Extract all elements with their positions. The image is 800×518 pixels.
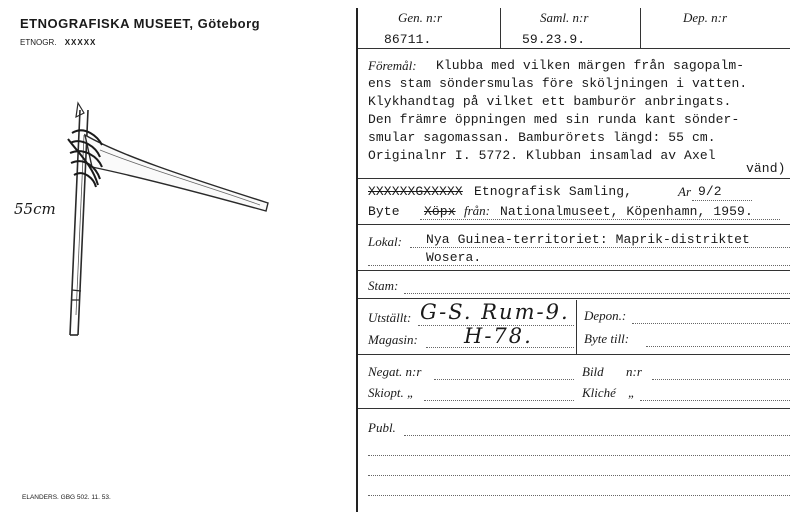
- bild-line: [652, 379, 790, 380]
- fork-handle: [85, 135, 268, 211]
- publ-line-3: [368, 475, 790, 476]
- museum-title: ETNOGRAFISKA MUSEET, Göteborg: [20, 16, 261, 31]
- foremal-line-5: smular sagomassan. Bamburörets längd: 55 cm.: [368, 130, 716, 145]
- publ-line-2: [368, 455, 790, 456]
- dep-nr-label: Dep. n:r: [683, 10, 728, 25]
- byte-till-label: Byte till:: [584, 331, 630, 346]
- publ-line-1: [404, 435, 790, 436]
- byte-crossed-source: XXXXXXGXXXXX: [368, 184, 463, 199]
- byte-source: Etnografisk Samling,: [474, 184, 633, 199]
- printer-imprint: ELANDERS. GBG 502. 11. 53.: [22, 494, 111, 501]
- lokal-line-2: Wosera.: [426, 250, 482, 265]
- card-divider: [356, 8, 358, 512]
- utstallt-value: G-S. Rum-9.: [420, 300, 570, 324]
- foremal-line-1: Klubba med vilken märgen från sagopalm-: [436, 58, 745, 73]
- bild-label: Bild: [582, 364, 604, 379]
- ar-value: 9/2: [698, 184, 722, 199]
- publ-label: Publ.: [368, 420, 396, 435]
- etnogr-label-text: ETNOGR.: [20, 38, 57, 47]
- gen-nr-value: 86711.: [384, 32, 432, 47]
- lokal-line-1: Nya Guinea-territoriet: Maprik-distriktet: [426, 232, 750, 247]
- byte-rule: [358, 224, 790, 225]
- header-rule: [358, 48, 790, 49]
- depon-line: [632, 323, 790, 324]
- size-annotation: 55cm: [14, 200, 56, 218]
- lokal-rule: [358, 270, 790, 271]
- kliche-label: Kliché: [582, 385, 616, 400]
- utstallt-label: Utställt:: [368, 310, 412, 325]
- magasin-label: Magasin:: [368, 332, 418, 347]
- skiopt-label: Skiopt. „: [368, 385, 415, 400]
- stam-line: [404, 293, 790, 294]
- publ-line-4: [368, 495, 790, 496]
- magasin-line: [426, 347, 574, 348]
- skiopt-line: [424, 400, 574, 401]
- negat-line: [434, 379, 574, 380]
- kliche-line: [640, 400, 790, 401]
- foremal-continued: vänd): [746, 161, 786, 176]
- object-sketch: [40, 95, 280, 345]
- bild-nr-label: n:r: [626, 364, 642, 379]
- lokal-line-a: [410, 247, 790, 248]
- kliche-ditto: „: [628, 385, 636, 400]
- ar-line: [692, 200, 752, 201]
- lokal-line-b: [368, 265, 790, 266]
- gen-nr-label: Gen. n:r: [398, 10, 443, 25]
- negat-label: Negat. n:r: [368, 364, 422, 379]
- header-separator-1: [500, 8, 501, 48]
- byte-till-line: [646, 346, 790, 347]
- utstallt-rule: [358, 354, 790, 355]
- fran-label: från:: [464, 203, 490, 218]
- foremal-line-6: Originalnr I. 5772. Klubban insamlad av Axel: [368, 148, 716, 163]
- saml-nr-value: 59.23.9.: [522, 32, 586, 47]
- foremal-rule: [358, 178, 790, 179]
- magasin-value: H-78.: [464, 324, 533, 348]
- saml-nr-label: Saml. n:r: [540, 10, 589, 25]
- foremal-line-2: ens stam söndersmulas före sköljningen i vatten.: [368, 76, 748, 91]
- byte-origin: Nationalmuseet, Köpenhamn, 1959.: [500, 204, 753, 219]
- lokal-label: Lokal:: [368, 234, 402, 249]
- depon-label: Depon.:: [584, 308, 627, 323]
- stam-label: Stam:: [368, 278, 399, 293]
- utstallt-separator: [576, 300, 577, 354]
- header-separator-2: [640, 8, 641, 48]
- byte-label: Byte: [368, 204, 400, 219]
- byte-crossed-word: Xöpx: [424, 204, 456, 219]
- ar-label: Ar: [678, 184, 691, 199]
- foremal-line-3: Klykhandtag på vilket ett bamburör anbringats.: [368, 94, 732, 109]
- byte-line: [420, 219, 780, 220]
- etnogr-label: [20, 38, 96, 47]
- foremal-label: Föremål:: [368, 58, 417, 73]
- etnogr-crossed-number: XXXXX: [64, 38, 97, 47]
- negat-rule: [358, 408, 790, 409]
- foremal-line-4: Den främre öppningen med sin runda kant sönder-: [368, 112, 740, 127]
- stam-rule: [358, 298, 790, 299]
